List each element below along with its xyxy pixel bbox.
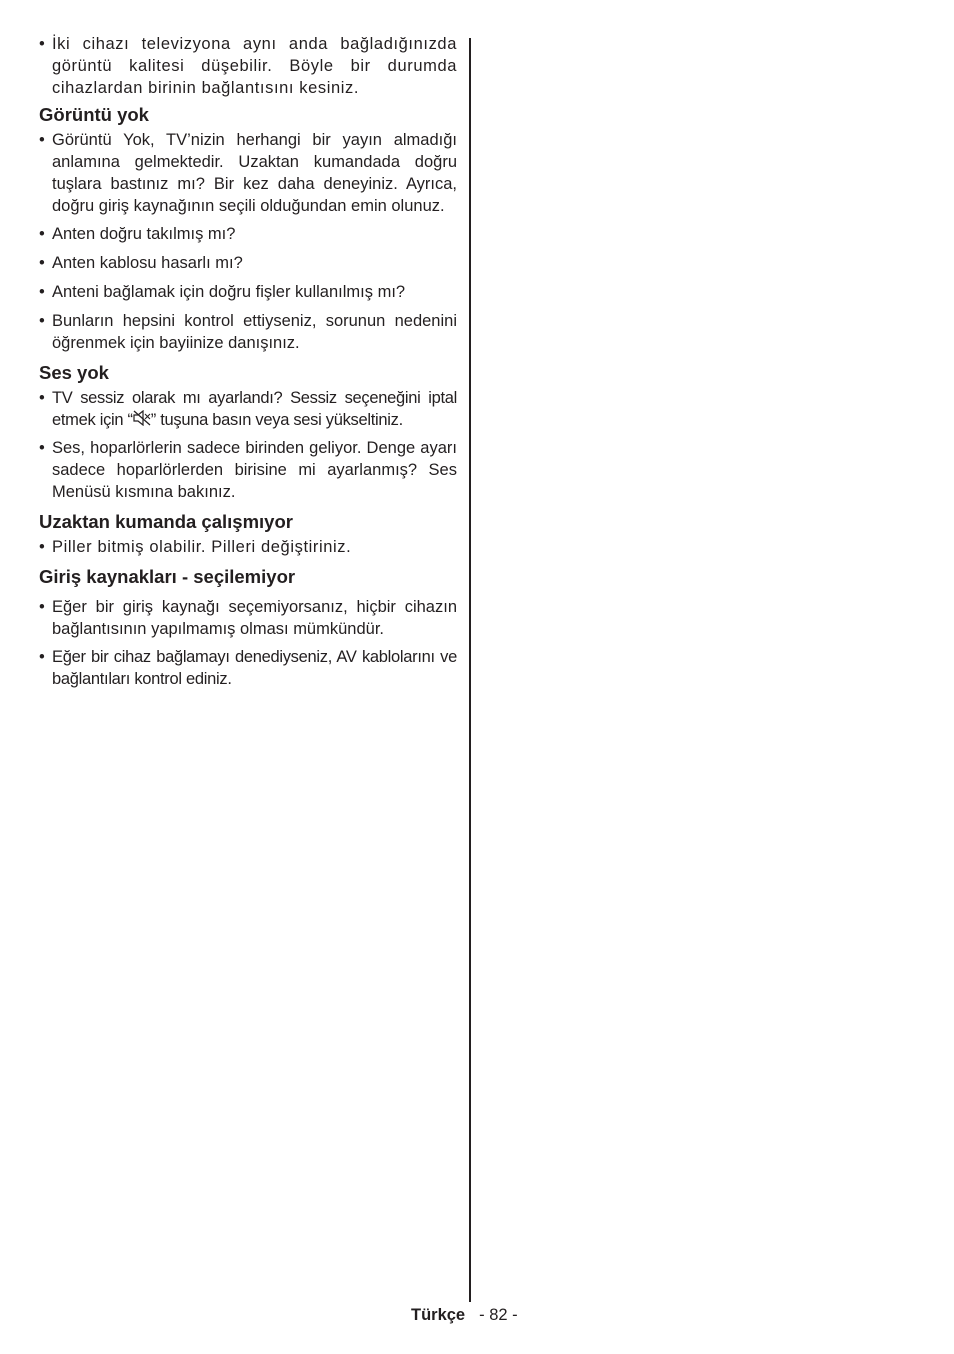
section-heading-no-picture: Görüntü yok: [39, 104, 149, 125]
column-divider: [469, 38, 471, 1302]
list-item: • Piller bitmiş olabilir. Pilleri değiştiriniz.: [39, 536, 457, 558]
list-item: • Eğer bir cihaz bağlamayı denediyseniz, AV kablolarını ve bağlantıları kontrol ediniz.: [39, 646, 457, 690]
section-heading-input: Giriş kaynakları - seçilemiyor: [39, 566, 296, 587]
list-item: • Eğer bir giriş kaynağı seçemiyorsanız, hiçbir cihazın bağlantısının yapılmamış olması mümkündür.: [39, 596, 457, 640]
section-heading-remote: Uzaktan kumanda çalışmıyor: [39, 511, 293, 532]
list-item: • Anten doğru takılmış mı?: [39, 223, 457, 245]
footer-language: Türkçe: [411, 1306, 466, 1324]
list-item: • Anten kablosu hasarlı mı?: [39, 252, 457, 274]
mute-speaker-icon: [133, 410, 151, 426]
list-item: • Bunların hepsini kontrol ettiyseniz, sorunun nedenini öğrenmek için bayiinize danışınız.: [39, 310, 457, 354]
list-item: • İki cihazı televizyona aynı anda bağladığınızda görüntü kalitesi düşebilir. Böyle bir durumda cihazlardan birinin bağlantısını kesiniz.: [39, 33, 457, 99]
list-item: • Görüntü Yok, TV’nizin herhangi bir yayın almadığı anlamına gelmektedir. Uzaktan kumandada doğru tuşlara bastınız mı? Bir kez daha deneyiniz. Ayrıca, doğru giriş kaynağının seçili olduğundan emin olunuz.: [39, 129, 457, 217]
mute-item-text-after: ” tuşuna basın veya sesi yükseltiniz.: [150, 411, 403, 429]
main-column: [39, 33, 457, 690]
list-item: • Ses, hoparlörlerin sadece birinden geliyor. Denge ayarı sadece hoparlörlerden birisine mi ayarlanmış? Ses Menüsü kısmına bakınız.: [39, 437, 457, 503]
page-footer: [411, 1306, 518, 1325]
section-heading-no-sound: Ses yok: [39, 362, 109, 383]
list-item: • Anteni bağlamak için doğru fişler kullanılmış mı?: [39, 281, 457, 303]
mute-item-text-before: TV sessiz olarak mı ayarlandı? Sessiz seçeneğini iptal etmek için “: [52, 389, 457, 429]
page-number: - 82 -: [479, 1306, 518, 1324]
list-item: [39, 387, 457, 431]
